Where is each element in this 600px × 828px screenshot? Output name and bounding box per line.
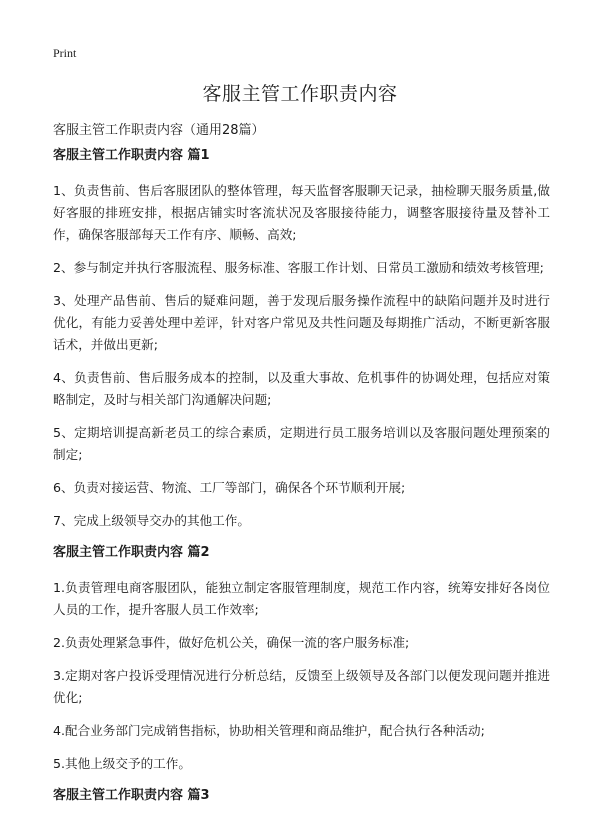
- section-heading: 客服主管工作职责内容 篇2: [53, 545, 210, 560]
- paragraph: 2、参与制定并执行客服流程、服务标准、客服工作计划、日常员工激励和绩效考核管理;: [53, 260, 544, 275]
- paragraph: 4、负责售前、售后服务成本的控制，以及重大事故、危机事件的协调处理，包括应对策略制定，及时与相关部门沟通解决问题;: [53, 370, 550, 407]
- section-heading: 客服主管工作职责内容 篇3: [53, 788, 210, 803]
- paragraph: 3.定期对客户投诉受理情况进行分析总结，反馈至上级领导及各部门以便发现问题并推进优化;: [53, 668, 550, 705]
- paragraph: 1.负责管理电商客服团队，能独立制定客服管理制度，规范工作内容，统筹安排好各岗位人员的工作，提升客服人员工作效率;: [53, 580, 550, 617]
- paragraph: 1、负责售前、售后客服团队的整体管理，每天监督客服聊天记录，抽检聊天服务质量,做好客服的排班安排，根据店铺实时客流状况及客服接待能力，调整客服接待量及替补工作，确保客服部每天工作有序、顺畅、高效;: [53, 183, 550, 242]
- paragraph: 2.负责处理紧急事件，做好危机公关，确保一流的客户服务标准;: [53, 635, 410, 650]
- print-link[interactable]: Print: [53, 46, 77, 60]
- document-body: [53, 146, 550, 820]
- paragraph: 3、处理产品售前、售后的疑难问题，善于发现后服务操作流程中的缺陷问题并及时进行优化，有能力妥善处理中差评，针对客户常见及共性问题及每期推广活动，不断更新客服话术，并做出更新;: [53, 293, 550, 352]
- document-title: 客服主管工作职责内容: [202, 83, 398, 105]
- section-1: [53, 146, 550, 532]
- paragraph: 4.配合业务部门完成销售指标，协助相关管理和商品维护，配合执行各种活动;: [53, 723, 485, 738]
- paragraph: 5.其他上级交予的工作。: [53, 756, 191, 771]
- section-2: [53, 543, 550, 775]
- paragraph: 5、定期培训提高新老员工的综合素质，定期进行员工服务培训以及客服问题处理预案的制定;: [53, 425, 550, 462]
- paragraph: 7、完成上级领导交办的其他工作。: [53, 513, 250, 528]
- paragraph: 6、负责对接运营、物流、工厂等部门，确保各个环节顺利开展;: [53, 480, 406, 495]
- section-heading: 客服主管工作职责内容 篇1: [53, 148, 210, 163]
- section-3: [53, 786, 550, 806]
- document-subtitle: 客服主管工作职责内容（通用28篇）: [53, 123, 265, 138]
